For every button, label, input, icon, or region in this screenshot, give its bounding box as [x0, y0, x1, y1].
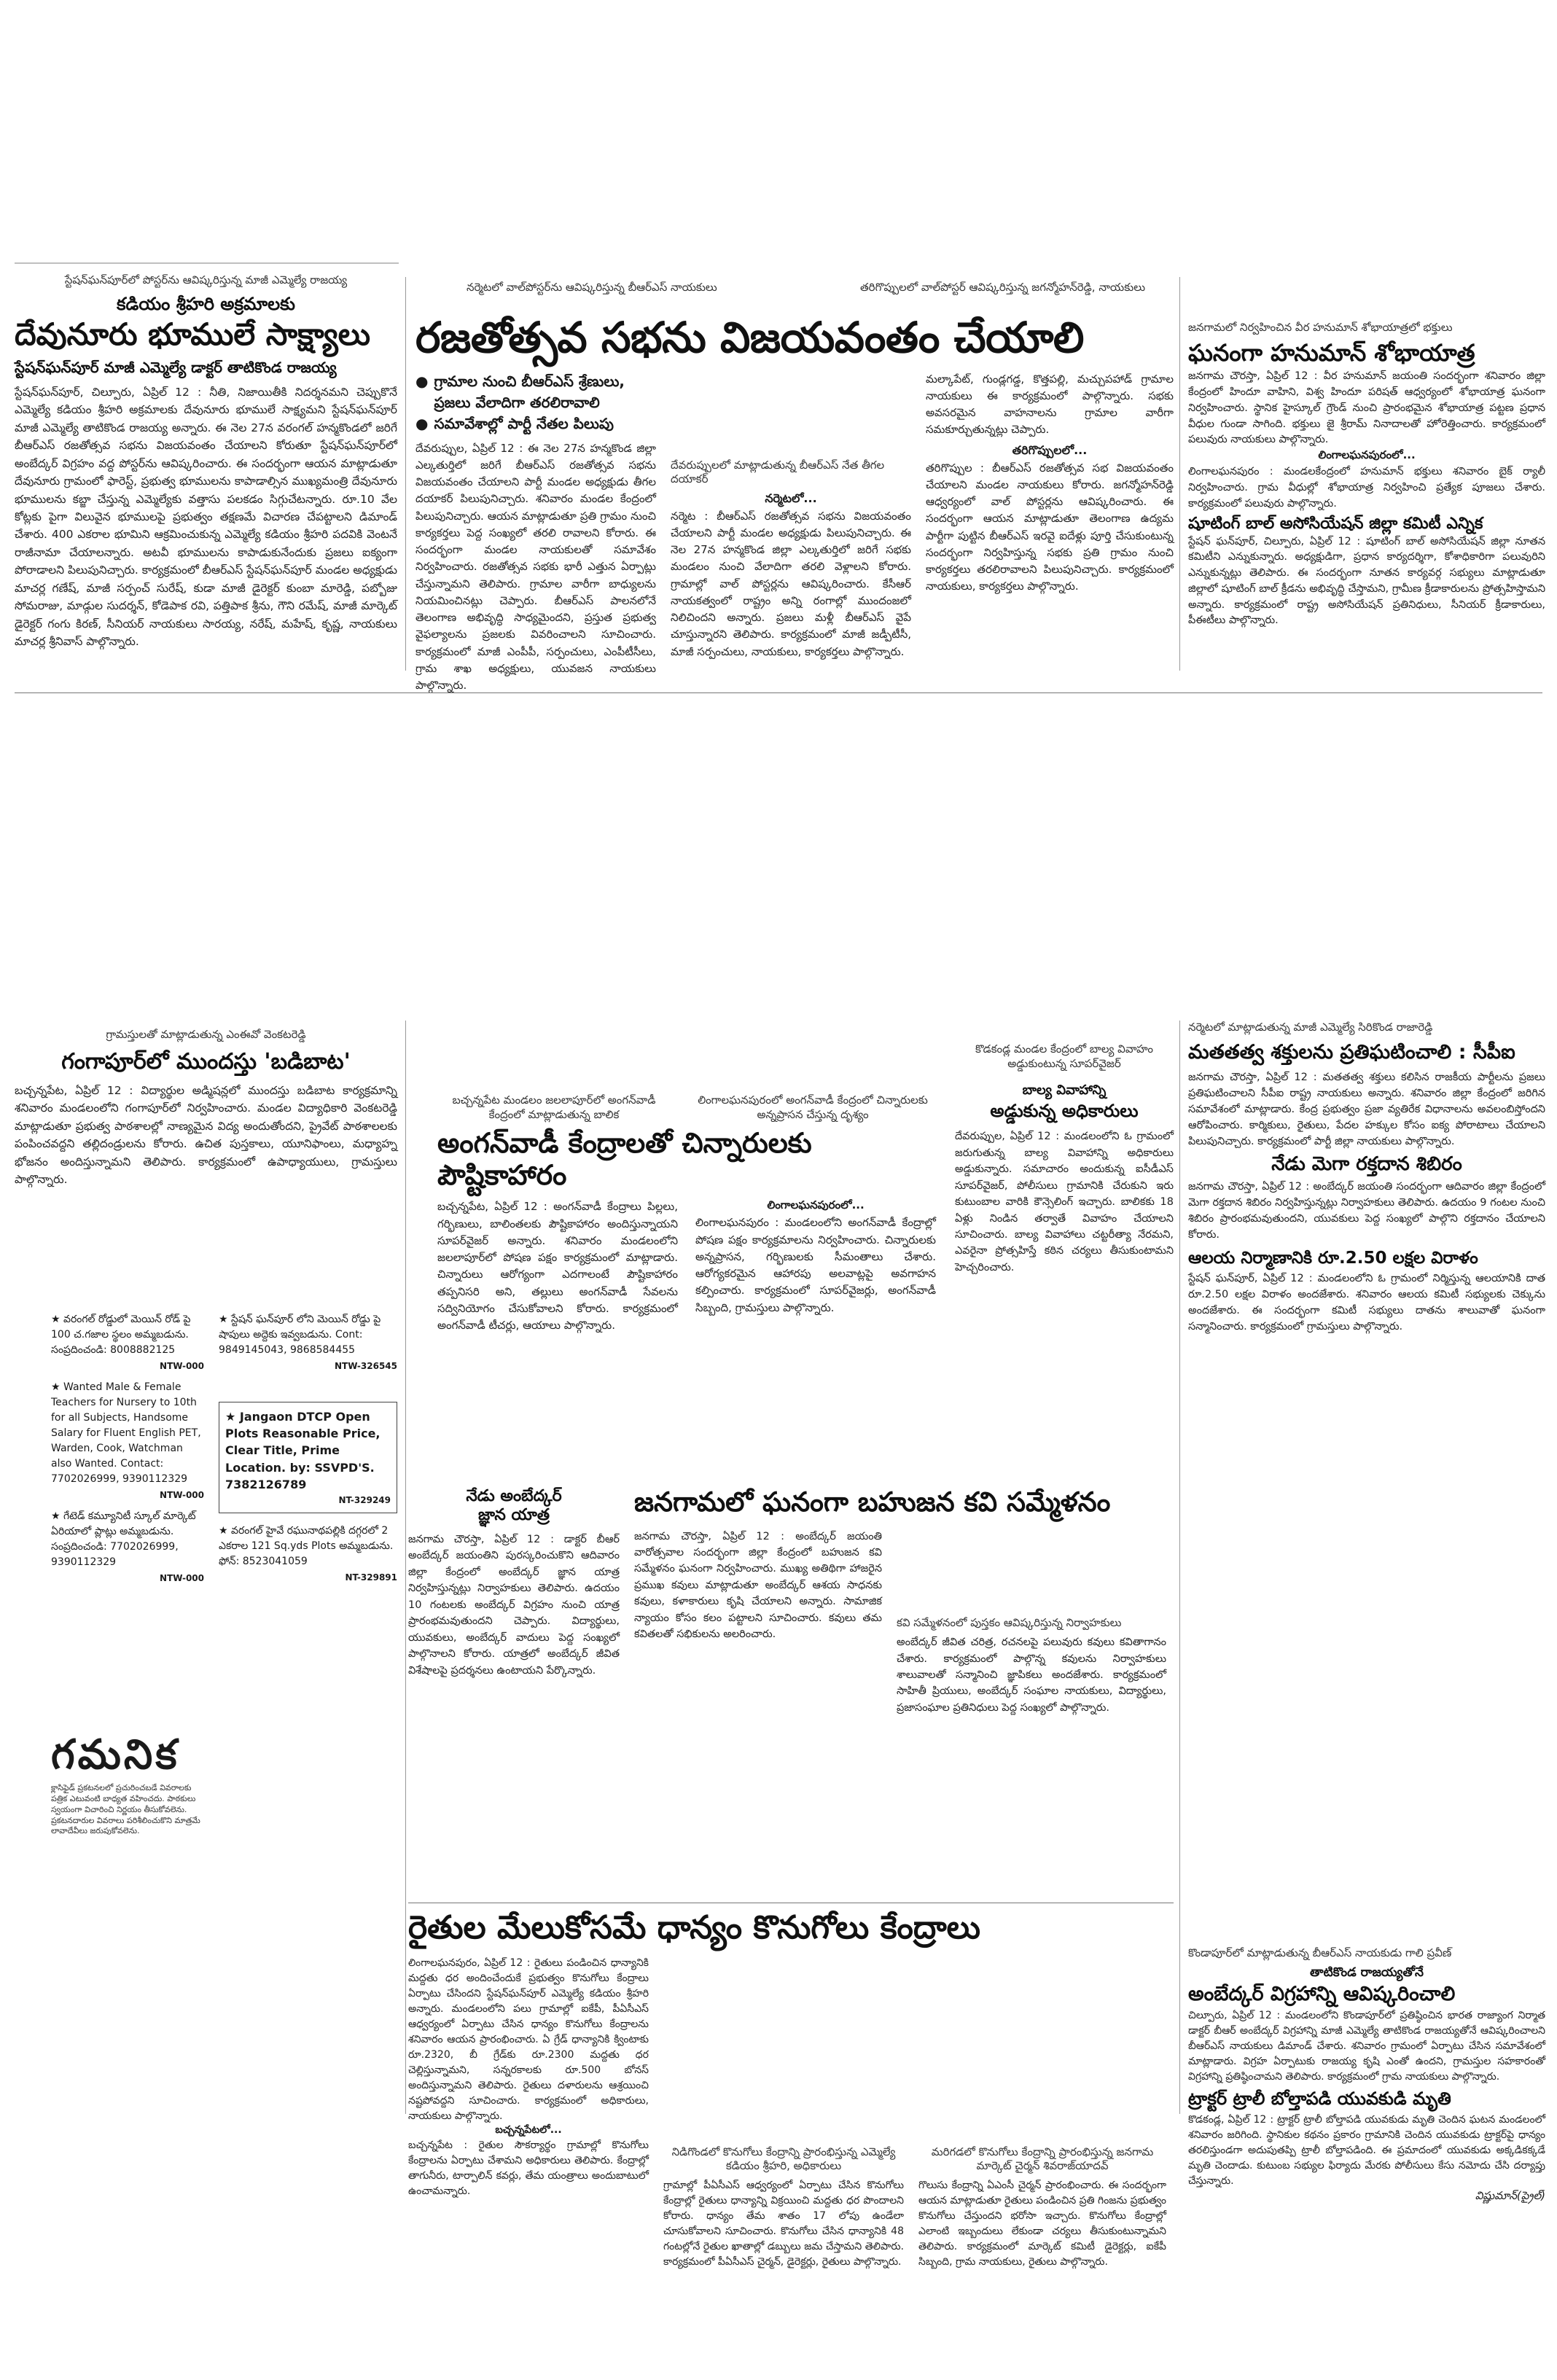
- photo-caption: దేవరుప్పులలో మాట్లాడుతున్న బీఆర్‌ఎస్ నేత తీగల దయాకర్: [671, 458, 885, 486]
- article-child-marriage: [955, 1042, 1174, 1480]
- article-body: గొలుసు కేంద్రాన్ని ఏఎంసీ చైర్మన్ ప్రారంభించారు. ఈ సందర్భంగా ఆయన మాట్లాడుతూ రైతులు పండించిన ప్రతి గింజను ప్రభుత్వం కొనుగోలు చేస్తుందని భరోసా ఇచ్చారు. కొనుగోలు కేంద్రాల్లో ఎలాంటి ఇబ్బందులు లేకుండా చర్యలు తీసుకుంటున్నామని తెలిపారు. కార్యక్రమంలో మార్కెట్ కమిటీ డైరెక్టర్లు, ఐకేపీ సిబ్బంది, గ్రామ నాయకులు, రైతులు పాల్గొన్నారు.: [918, 2179, 1166, 2268]
- column-rule: [405, 1021, 406, 2114]
- column-1: [415, 371, 656, 695]
- section-rule: [15, 692, 1542, 693]
- photo-caption: గ్రామస్తులతో మాట్లాడుతున్న ఎంఈవో వెంకటరెడ్డి: [106, 1028, 306, 1041]
- photo-caption: స్టేషన్‌ఘన్‌పూర్‌లో పోస్టర్‌ను ఆవిష్కరిస్తున్న మాజీ ఎమ్మెల్యే రాజయ్య: [64, 273, 348, 286]
- section-subhead: బచ్చన్నపేటలో...: [495, 2123, 562, 2136]
- column-2: [897, 1529, 1166, 1717]
- notice-title: గమనిక: [51, 1731, 180, 1779]
- article-headline: అంగన్‌వాడీ కేంద్రాలతో చిన్నారులకు పౌష్టికాహారం: [437, 1127, 812, 1191]
- article-headline: ఘనంగా హనుమాన్ శోభాయాత్ర: [1188, 338, 1475, 367]
- article-grain-procurement: [408, 1910, 1174, 2373]
- article-body: తరిగొప్పుల : బీఆర్‌ఎస్ రజతోత్సవ సభ విజయవంతం చేయాలని మండల నాయకులు కోరారు. జగన్మోహన్‌రెడ్డి ఆధ్వర్యంలో వాల్ పోస్టర్లను ఆవిష్కరించారు. ఈ సందర్భంగా ఆయన మాట్లాడుతూ తెలంగాణ ఉద్యమ పార్టీగా పుట్టిన బీఆర్‌ఎస్ ఇరవై ఐదేళ్లు పూర్తి చేసుకుంటున్న సందర్భంగా నిర్వహిస్తున్న సభకు ప్రతి గ్రామం నుంచి కార్యకర్తలు తరలిరావాలని పిలుపునిచ్చారు. కార్యక్రమంలో నాయకులు, కార్యకర్తలు పాల్గొన్నారు.: [926, 461, 1174, 593]
- article-body: బచ్చన్నపేట : రైతుల సౌకర్యార్థం గ్రామాల్లో కొనుగోలు కేంద్రాలను ఏర్పాటు చేశామని అధికారులు తెలిపారు. కేంద్రాల్లో తాగునీరు, టార్పాలిన్ కవర్లు, తేమ యంత్రాలు అందుబాటులో ఉంచామన్నారు.: [408, 2139, 649, 2197]
- article-headline-2: ట్రాక్టర్ ట్రాలీ బోల్తాపడి యువకుడి మృతి: [1188, 2088, 1451, 2109]
- section-subhead: నర్మెటలో...: [765, 491, 817, 505]
- article-body: గ్రామాల్లో పీఏసీఎస్ ఆధ్వర్యంలో ఏర్పాటు చేసిన కొనుగోలు కేంద్రాల్లో రైతులు ధాన్యాన్ని విక్రయించి మద్దతు ధర పొందాలని కోరారు. ధాన్యం తేమ శాతం 17 లోపు ఉండేలా చూసుకోవాలని సూచించారు. కొనుగోలు చేసిన ధాన్యానికి 48 గంటల్లోనే రైతుల ఖాతాల్లో డబ్బులు జమ చేస్తామని తెలిపారు. కార్యక్రమంలో పీఏసీఎస్ చైర్మన్, డైరెక్టర్లు, రైతులు పాల్గొన్నారు.: [663, 2179, 904, 2268]
- highlight-bullets: [415, 371, 656, 434]
- section-subhead: తరిగొప్పులలో...: [1012, 442, 1088, 457]
- article-devunuru: [15, 273, 397, 682]
- article-body: అంబేద్కర్ జీవిత చరిత్ర, రచనలపై పలువురు కవులు కవితాగానం చేశారు. కార్యక్రమంలో పాల్గొన్న కవులను నిర్వాహకులు శాలువాలతో సన్మానించి జ్ఞాపికలు అందజేశారు. కార్యక్రమంలో సాహితీ ప్రియులు, అంబేద్కర్ సంఘాల నాయకులు, విద్యార్థులు, ప్రజాసంఘాల ప్రతినిధులు పెద్ద సంఖ్యలో పాల్గొన్నారు.: [897, 1636, 1166, 1714]
- article-body: చిల్పూరు, ఏప్రిల్ 12 : మండలంలోని కొండాపూర్‌లో ప్రతిష్ఠించిన భారత రాజ్యాంగ నిర్మాత డాక్టర్ బీఆర్ అంబేద్కర్ విగ్రహాన్ని మాజీ ఎమ్మెల్యే తాటికొండ రాజయ్యతోనే ఆవిష్కరించాలని బీఆర్‌ఎస్ నాయకులు డిమాండ్ చేశారు. శనివారం గ్రామంలో ఏర్పాటు చేసిన సమావేశంలో మాట్లాడారు. విగ్రహ ఏర్పాటుకు రాజయ్య కృషి ఎంతో ఉందని, గ్రామస్తుల సహకారంతో విగ్రహాన్ని ప్రతిష్ఠించామని తెలిపారు. కార్యక్రమంలో గ్రామ నాయకులు పాల్గొన్నారు.: [1188, 2009, 1545, 2083]
- section-subhead: లింగాలఘనపురంలో...: [1318, 448, 1416, 462]
- photo-caption-tarigoppula: తరిగొప్పులలో వాల్‌పోస్టర్ ఆవిష్కరిస్తున్న జగన్మోహన్‌రెడ్డి, నాయకులు: [860, 281, 1146, 294]
- article-body: జనగామ చౌరస్తా, ఏప్రిల్ 12 : అంబేద్కర్ జయంతి సందర్భంగా ఆదివారం జిల్లా కేంద్రంలో మెగా రక్తదాన శిబిరం నిర్వహిస్తున్నట్లు నిర్వాహకులు తెలిపారు. ఉదయం 9 గంటల నుంచి శిబిరం ప్రారంభమవుతుందని, యువకులు పెద్ద సంఖ్యలో పాల్గొని రక్తదానం చేయాలని కోరారు.: [1188, 1180, 1545, 1241]
- article-body: మల్కాపేట్, గుండ్లగడ్డ, కొత్తపల్లి, మచ్చుపహాడ్ గ్రామాల నాయకులు ఈ కార్యక్రమంలో పాల్గొన్నారు. సభకు అవసరమైన వాహనాలను గ్రామాల వారీగా సమకూర్చుతున్నట్లు చెప్పారు.: [926, 372, 1174, 437]
- article-badibata: [15, 1028, 397, 1298]
- article-gnana-yatra: [408, 1487, 620, 1895]
- photo-caption: జనగామలో నిర్వహించిన వీర హనుమాన్ శోభాయాత్రలో భక్తులు: [1188, 321, 1453, 334]
- article-headline: రైతుల మేలుకోసమే ధాన్యం కొనుగోలు కేంద్రాలు: [408, 1909, 981, 1946]
- photo-caption: నర్మెటలో మాట్లాడుతున్న మాజీ ఎమ్మెల్యే సిరికొండ రాజారెడ్డి: [1188, 1021, 1433, 1034]
- article-headline-2: షూటింగ్ బాల్ అసోసియేషన్ జిల్లా కమిటీ ఎన్నిక: [1188, 515, 1483, 534]
- article-kicker: కడియం శ్రీహరి అక్రమాలకు: [117, 293, 295, 314]
- notice-text: క్లాసిఫైడ్ ప్రకటనలలో ప్రచురించబడే వివరాలకు పత్రిక ఎటువంటి బాధ్యత వహించదు. పాఠకులు స్వయంగా విచారించి నిర్ణయం తీసుకోవలెను. ప్రకటనదారుల వివరాలు పరిశీలించుకొని మాత్రమే లావాదేవీలు జరుపుకోవలెను.: [51, 1783, 200, 1836]
- photo-caption: నిడిగొండలో కొనుగోలు కేంద్రాన్ని ప్రారంభిస్తున్న ఎమ్మెల్యే కడియం శ్రీహరి, అధికారులు: [671, 2145, 896, 2173]
- article-body: బచ్చన్నపేట, ఏప్రిల్ 12 : అంగన్‌వాడీ కేంద్రాలు పిల్లలు, గర్భిణులు, బాలింతలకు పౌష్టికాహారం అందిస్తున్నాయని సూపర్‌వైజర్ అన్నారు. శనివారం మండలంలోని జలలాపూర్‌లో పోషణ పక్షం కార్యక్రమంలో మాట్లాడారు. చిన్నారులు ఆరోగ్యంగా ఎదగాలంటే పౌష్టికాహారం తప్పనిసరి అని, తల్లులు అంగన్‌వాడీ సేవలను సద్వినియోగం చేసుకోవాలని కోరారు. కార్యక్రమంలో అంగన్‌వాడీ టీచర్లు, ఆయాలు పాల్గొన్నారు.: [437, 1200, 678, 1333]
- classifieds-mid: [219, 1312, 397, 1720]
- article-body: జనగామ చౌరస్తా, ఏప్రిల్ 12 : అంబేద్కర్ జయంతి వారోత్సవాల సందర్భంగా జిల్లా కేంద్రంలో బహుజన కవి సమ్మేళనం ఘనంగా నిర్వహించారు. ముఖ్య అతిథిగా హాజరైన ప్రముఖ కవులు మాట్లాడుతూ అంబేద్కర్ ఆశయ సాధనకు కవులు, కళాకారులు కృషి చేయాలని అన్నారు. సామాజిక న్యాయం కోసం కలం పట్టాలని సూచించారు. కవులు తమ కవితలతో సభికులను అలరించారు.: [634, 1530, 882, 1641]
- article-kicker: తాటికొండ రాజయ్యతోనే: [1310, 1965, 1424, 1980]
- article-headline: అడ్డుకున్న అధికారులు: [990, 1100, 1139, 1121]
- article-rajatotsavam: [415, 313, 1174, 692]
- classifieds-left: [51, 1312, 204, 1720]
- article-headline-3: ఆలయ నిర్మాణానికి రూ.2.50 లక్షల విరాళం: [1188, 1248, 1478, 1268]
- article-body: దేవరుప్పుల, ఏప్రిల్ 12 : మండలంలోని ఓ గ్రామంలో జరుగుతున్న బాల్య వివాహాన్ని అధికారులు అడ్డుకున్నారు. సమాచారం అందుకున్న ఐసీడీఎస్ సూపర్‌వైజర్, పోలీసులు గ్రామానికి చేరుకుని ఇరు కుటుంబాల వారికి కౌన్సెలింగ్ ఇచ్చారు. బాలికకు 18 ఏళ్లు నిండిన తర్వాతే వివాహం చేయాలని సూచించారు. బాల్య వివాహాలు చట్టరీత్యా నేరమని, ఎవరైనా ప్రోత్సహిస్తే కఠిన చర్యలు తీసుకుంటామని హెచ్చరించారు.: [955, 1131, 1174, 1273]
- article-body: లింగాలఘనపురం : మండలకేంద్రంలో హనుమాన్ భక్తులు శనివారం బైక్ ర్యాలీ నిర్వహించారు. గ్రామ వీధుల్లో శోభాయాత్ర నిర్వహించి ప్రత్యేక పూజలు చేశారు. కార్యక్రమంలో పలువురు పాల్గొన్నారు.: [1188, 466, 1545, 510]
- article-body: జనగామ చౌరస్తా, ఏప్రిల్ 12 : వీర హనుమాన్ జయంతి సందర్భంగా శనివారం జిల్లా కేంద్రంలో హిందూ వాహిని, విశ్వ హిందూ పరిషత్ ఆధ్వర్యంలో శోభాయాత్ర ఘనంగా నిర్వహించారు. స్థానిక హైస్కూల్ గ్రౌండ్ నుంచి ప్రారంభమైన శోభాయాత్ర పట్టణ ప్రధాన వీధుల గుండా సాగింది. భక్తులు జై శ్రీరామ్ నినాదాలతో హోరెత్తించారు. కార్యక్రమంలో పలువురు నాయకులు పాల్గొన్నారు.: [1188, 370, 1545, 446]
- article-anganwadi: [437, 1093, 948, 1480]
- article-subhead: స్టేషన్‌ఘన్‌పూర్ మాజీ ఎమ్మెల్యే డాక్టర్ తాటికొండ రాజయ్య: [15, 358, 337, 376]
- article-body: బచ్చన్నపేట, ఏప్రిల్ 12 : విద్యార్థుల అడ్మిషన్లలో ముందస్తు బడిబాట కార్యక్రమాన్ని శనివారం మండలంలోని గంగాపూర్‌లో నిర్వహించారు. మండల విద్యాధికారి వెంకటరెడ్డి మాట్లాడుతూ ప్రభుత్వ పాఠశాలల్లో నాణ్యమైన విద్య అందుతోందని, ప్రైవేట్ పాఠశాలలకు పంపించవద్దని తల్లిదండ్రులను కోరారు. ఉచిత పుస్తకాలు, యూనిఫాంలు, మధ్యాహ్న భోజనం అందిస్తున్నామని తెలిపారు. కార్యక్రమంలో ఉపాధ్యాయులు, గ్రామస్తులు పాల్గొన్నారు.: [15, 1084, 397, 1187]
- column-rule: [1179, 1021, 1180, 2114]
- classified-ad: ★ వరంగల్ హైవే రఘునాథపల్లికి దగ్గరలో 2 ఎకరాల 121 Sq.yds Plots అమ్మబడును. ఫోన్: 8523041059 NT-329891: [219, 1525, 397, 1583]
- article-body: దేవరుప్పుల, ఏప్రిల్ 12 : ఈ నెల 27న హన్మకొండ జిల్లా ఎల్కతుర్తిలో జరిగే బీఆర్‌ఎస్ రజతోత్సవ సభను విజయవంతం చేయాలని పార్టీ మండల అధ్యక్షుడు తీగల దయాకర్ పిలుపునిచ్చారు. శనివారం మండల కేంద్రంలో పిలుపునిచ్చారు. ఆయన మాట్లాడుతూ ప్రతి గ్రామం నుంచి కార్యకర్తలు పెద్ద సంఖ్యలో తరలి రావాలని కోరారు. ఈ సందర్భంగా మండల నాయకులతో సమావేశం నిర్వహించారు. రజతోత్సవ సభకు భారీ ఎత్తున ఏర్పాట్లు చేస్తున్నామని తెలిపారు. గ్రామాల వారీగా బాధ్యులను నియమించినట్లు చెప్పారు. బీఆర్‌ఎస్ పాలనలోనే తెలంగాణ అభివృద్ధి సాధ్యమైందని, ప్రస్తుత ప్రభుత్వ వైఫల్యాలను ప్రజలకు వివరించాలని సూచించారు. కార్యక్రమంలో మాజీ ఎంపీపీ, సర్పంచులు, ఎంపీటీసీలు, గ్రామ శాఖ అధ్యక్షులు, యువజన నాయకులు పాల్గొన్నారు.: [415, 441, 656, 692]
- classified-ad: ★ Wanted Male & Female Teachers for Nursery to 10th for all Subjects, Handsome Salary for Fluent English PET, Warden, Cook, Watchman also Wanted. Contact: 7702026999, 9390112329 NTW-000: [51, 1381, 204, 1500]
- article-headline: మతతత్వ శక్తులను ప్రతిఘటించాలి : సీపీఐ: [1188, 1040, 1515, 1064]
- article-headline: రజతోత్సవ సభను విజయవంతం చేయాలి: [415, 313, 1084, 362]
- column-rule: [405, 277, 406, 671]
- notice-box: [51, 1731, 204, 1895]
- photo-credit: విష్ణుమాన్(ప్రైల్): [1475, 2188, 1545, 2202]
- article-body: స్టేషన్ ఘన్‌పూర్, చిల్పూరు, ఏప్రిల్ 12 : షూటింగ్ బాల్ అసోసియేషన్ జిల్లా నూతన కమిటీని ఎన్నుకున్నారు. అధ్యక్షుడిగా, ప్రధాన కార్యదర్శిగా, కోశాధికారిగా పలువురిని ఎన్నుకున్నట్లు తెలిపారు. ఈ సందర్భంగా నూతన కార్యవర్గ సభ్యులు మాట్లాడుతూ జిల్లాలో షూటింగ్ బాల్ క్రీడను అభివృద్ధి చేస్తామని, గ్రామీణ క్రీడాకారులను ప్రోత్సహిస్తామని అన్నారు. కార్యక్రమంలో రాష్ట్ర అసోసియేషన్ ప్రతినిధులు, సీనియర్ క్రీడాకారులు, పీఈటీలు పాల్గొన్నారు.: [1188, 535, 1545, 627]
- bullet-item: ● గ్రామాల నుంచి బీఆర్‌ఎస్ శ్రేణులు, ప్రజలు వేలాదిగా తరలిరావాలి: [415, 372, 625, 411]
- column-2: [663, 1956, 904, 2270]
- article-body: లింగాలఘనపురం, ఏప్రిల్ 12 : రైతులు పండించిన ధాన్యానికి మద్దతు ధర అందించేందుకే ప్రభుత్వం కొనుగోలు కేంద్రాలు ఏర్పాటు చేసిందని స్టేషన్‌ఘన్‌పూర్ ఎమ్మెల్యే కడియం శ్రీహరి అన్నారు. మండలంలోని పలు గ్రామాల్లో ఐకేపీ, పీఏసీఎస్ ఆధ్వర్యంలో ఏర్పాటు చేసిన ధాన్యం కొనుగోలు కేంద్రాలను శనివారం ఆయన ప్రారంభించారు. ఏ గ్రేడ్ ధాన్యానికి క్వింటాకు రూ.2320, బీ గ్రేడ్‌కు రూ.2300 మద్దతు ధర చెల్లిస్తున్నామని, సన్నరకాలకు రూ.500 బోనస్ అందిస్తున్నామని తెలిపారు. రైతులు దళారులను ఆశ్రయించి నష్టపోవద్దని సూచించారు. కార్యక్రమంలో అధికారులు, నాయకులు పాల్గొన్నారు.: [408, 1956, 649, 2122]
- column-2: [671, 371, 911, 695]
- classified-ad-boxed: ★ Jangaon DTCP Open Plots Reasonable Price, Clear Title, Prime Location. by: SSVPD'S. 7382126789 NT-329249: [219, 1402, 397, 1513]
- column-1: [408, 1956, 649, 2270]
- column-2: [695, 1198, 936, 1334]
- classified-ad: ★ స్టేషన్ ఘన్‌పూర్ లోని మెయిన్ రోడ్డు పై షాపులు అద్దెకు ఇవ్వబడును. Cont: 9849145043, 9868584455 NTW-326545: [219, 1314, 397, 1371]
- photo-caption: కొండాపూర్‌లో మాట్లాడుతున్న బీఆర్‌ఎస్ నాయకుడు గాలి ప్రవీణ్: [1188, 1946, 1452, 1959]
- article-kavi-sammelanam: [634, 1487, 1174, 1895]
- article-body: కొడకండ్ల, ఏప్రిల్ 12 : ట్రాక్టర్ ట్రాలీ బోల్తాపడి యువకుడు మృతి చెందిన ఘటన మండలంలో శనివారం జరిగింది. స్థానికుల కథనం ప్రకారం గ్రామానికి చెందిన యువకుడు ట్రాక్టర్‌పై ధాన్యం తరలిస్తుండగా అదుపుతప్పి ట్రాలీ బోల్తాపడింది. ఈ ప్రమాదంలో యువకుడు అక్కడికక్కడే మృతి చెందాడు. కుటుంబ సభ్యుల ఫిర్యాదు మేరకు పోలీసులు కేసు నమోదు చేసి దర్యాప్తు చేస్తున్నారు.: [1188, 2113, 1545, 2187]
- article-body: జనగామ చౌరస్తా, ఏప్రిల్ 12 : మతతత్వ శక్తులు కలిసిన రాజకీయ పార్టీలను ప్రజలు ప్రతిఘటించాలని సీపీఐ రాష్ట్ర నాయకులు అన్నారు. శనివారం జిల్లా కేంద్రంలో జరిగిన సమావేశంలో మాట్లాడారు. కేంద్ర ప్రభుత్వం ప్రజా వ్యతిరేక విధానాలను అవలంబిస్తోందని ఆరోపించారు. కార్మికులు, రైతులు, పేదల హక్కుల కోసం ఐక్య పోరాటాలు చేయాలని పిలుపునిచ్చారు. కార్యక్రమంలో పార్టీ జిల్లా నాయకులు పాల్గొన్నారు.: [1188, 1071, 1545, 1147]
- column-3: [926, 371, 1174, 695]
- article-headline: జనగామలో ఘనంగా బహుజన కవి సమ్మేళనం: [634, 1486, 1111, 1518]
- classified-ad: ★ వరంగల్ రోడ్డులో మెయిన్ రోడ్ పై 100 చ.గజాల స్థలం అమ్మబడును. సంప్రదించండి: 8008882125 NTW-000: [51, 1314, 204, 1371]
- article-kicker: బాల్య వివాహాన్ని: [1022, 1082, 1107, 1098]
- classified-ad: ★ గేటెడ్ కమ్యూనిటీ స్కూల్ మార్కెట్ ఏరియాలో ప్లాట్లు అమ్మబడును. సంప్రదించండి: 7702026999, 9390112329 NTW-000: [51, 1510, 204, 1583]
- article-body: స్టేషన్‌ఘన్‌పూర్, చిల్పూరు, ఏప్రిల్ 12 : నీతి, నిజాయితీకి నిదర్శనమని చెప్పుకొనే ఎమ్మెల్యే కడియం శ్రీహరి అక్రమాలకు దేవునూరు భూములే సాక్ష్యమని స్టేషన్‌ఘన్‌పూర్ మాజీ ఎమ్మెల్యే తాటికొండ రాజయ్య అన్నారు. ఈ నెల 27న వరంగల్ హన్మకొండలో జరిగే బీఆర్‌ఎస్ రజతోత్సవ సభను విజయవంతం చేయాలని కోరుతూ స్టేషన్‌ఘన్‌పూర్‌లో అంబేద్కర్ విగ్రహం వద్ద పోస్టర్‌ను ఆవిష్కరించారు. ఈ సందర్భంగా ఆయన మాట్లాడుతూ దేవునూరు గ్రామంలో ఫారెస్ట్, ప్రభుత్వ భూములను కాపాడాల్సిన ముఖ్యమంత్రి దేవునూరు భూములను కబ్జా చేస్తున్న ఎమ్మెల్యేకు వత్తాసు పలకడం సిగ్గుచేటన్నారు. రూ.10 వేల కోట్లకు పైగా విలువైన భూములపై ప్రభుత్వం తక్షణమే విచారణ చేపట్టాలని డిమాండ్ చేశారు. 400 ఎకరాల భూమిని ఆక్రమించుకున్న ఎమ్మెల్యే కడియం శ్రీహరి పదవికి వెంటనే రాజీనామా చేయాలన్నారు. అటవీ భూములను కాపాడుకునేందుకు ప్రజలు ఐక్యంగా పోరాడాలని పిలుపునిచ్చారు. కార్యక్రమంలో బీఆర్‌ఎస్ స్టేషన్‌ఘన్‌పూర్ మండల అధ్యక్షుడు మాచర్ల గణేష్, మాజీ సర్పంచ్ సురేష్, కుడా మాజీ డైరెక్టర్ కుం‌బా మారెడ్డి, పబ్బోజు సోమరాజు, మాడ్గుల సుదర్శన్, కోడెపాక రవి, పత్తిపాక శ్రీను, గౌని రమేష్, మాజీ మార్కెట్ డైరెక్టర్ గంగు కిరణ్, సీనియర్ నాయకులు సారయ్య, నరేష్, మహేష్, కృష్ణ, నాయకులు మాచర్ల శ్రీనివాస్ పాల్గొన్నారు.: [15, 385, 397, 649]
- article-headline: జ్ఞాన యాత్ర: [478, 1506, 550, 1525]
- article-body: జనగామ చౌరస్తా, ఏప్రిల్ 12 : డాక్టర్ బీఆర్ అంబేద్కర్ జయంతిని పురస్కరించుకొని ఆదివారం జిల్లా కేంద్రంలో అంబేద్కర్ జ్ఞాన యాత్ర నిర్వహిస్తున్నట్లు నిర్వాహకులు తెలిపారు. ఉదయం 10 గంటలకు అంబేద్కర్ విగ్రహం నుంచి యాత్ర ప్రారంభమవుతుందని చెప్పారు. విద్యార్థులు, యువకులు, అంబేద్కర్ వాదులు పెద్ద సంఖ్యలో పాల్గొనాలని కోరారు. యాత్రలో అంబేద్కర్ జీవిత విశేషాలపై ప్రదర్శనలు ఉంటాయని పేర్కొన్నారు.: [408, 1533, 620, 1677]
- photo-caption-right: లింగాలఘనపురంలో అంగన్‌వాడీ కేంద్రంలో చిన్నారులకు అన్నప్రాసన చేస్తున్న దృశ్యం: [698, 1093, 928, 1121]
- article-headline: అంబేద్కర్ విగ్రహాన్ని ఆవిష్కరించాలి: [1188, 1982, 1456, 2005]
- article-kicker: నేడు అంబేద్కర్: [466, 1487, 562, 1505]
- photo-caption-narmetta: నర్మెటలో వాల్‌పోస్టర్‌ను ఆవిష్కరిస్తున్న బీఆర్‌ఎస్ నాయకులు: [467, 281, 717, 294]
- photo-poster-release: [15, 262, 399, 264]
- article-ambedkar-statue: [1188, 1946, 1545, 2369]
- article-headline: దేవునూరు భూములే సాక్ష్యాలు: [15, 316, 371, 353]
- article-cpi: [1188, 1021, 1545, 1939]
- photo-caption: కొడకండ్ల మండల కేంద్రంలో బాల్య వివాహం అడ్డుకుంటున్న సూపర్‌వైజర్: [975, 1042, 1154, 1070]
- photo-caption-left: బచ్చన్నపేట మండలం జలలాపూర్‌లో అంగన్‌వాడీ కేంద్రంలో మాట్లాడుతున్న బాలిక: [452, 1093, 656, 1121]
- article-body: స్టేషన్ ఘన్‌పూర్, ఏప్రిల్ 12 : మండలంలోని ఓ గ్రామంలో నిర్మిస్తున్న ఆలయానికి దాత రూ.2.50 లక్షల విరాళం అందజేశారు. శనివారం ఆలయ కమిటీ సభ్యులకు చెక్కును అందజేశారు. ఈ సందర్భంగా కమిటీ సభ్యులు దాతను శాలువాతో ఘనంగా సన్మానించారు. కార్యక్రమంలో గ్రామస్తులు పాల్గొన్నారు.: [1188, 1273, 1545, 1333]
- article-headline: గంగాపూర్‌లో ముందస్తు 'బడిబాట': [61, 1048, 351, 1074]
- photo-caption: మరిగడలో కొనుగోలు కేంద్రాన్ని ప్రారంభిస్తున్న జనగామ మార్కెట్ చైర్మన్ శివరాజ్‌యాదవ్: [931, 2145, 1154, 2173]
- column-rule: [1179, 277, 1180, 671]
- article-body: నర్మెట : బీఆర్‌ఎస్ రజతోత్సవ సభను విజయవంతం చేయాలని పార్టీ మండల అధ్యక్షుడు పిలుపునిచ్చారు. ఈ నెల 27న హన్మకొండ జిల్లా ఎల్కతుర్తిలో జరిగే సభకు మండలం నుంచి వేలాదిగా తరలి వెళ్లాలని కోరారు. గ్రామాల్లో వాల్ పోస్టర్లను ఆవిష్కరించారు. కేసీఆర్ నాయకత్వంలో రాష్ట్రం అన్ని రంగాల్లో ముందంజలో నిలిచిందని అన్నారు. ప్రజలు మళ్లీ బీఆర్‌ఎస్ వైపే చూస్తున్నారని తెలిపారు. కార్యక్రమంలో మాజీ జడ్పీటీసీ, మాజీ సర్పంచులు, నాయకులు, కార్యకర్తలు పాల్గొన్నారు.: [671, 509, 911, 658]
- article-body: లింగాలఘనపురం : మండలంలోని అంగన్‌వాడీ కేంద్రాల్లో పోషణ పక్షం కార్యక్రమాలను నిర్వహించారు. చిన్నారులకు అన్నప్రాసన, గర్భిణులకు సీమంతాలు చేశారు. ఆరోగ్యకరమైన ఆహారపు అలవాట్లపై అవగాహన కల్పించారు. కార్యక్రమంలో సూపర్‌వైజర్లు, అంగన్‌వాడీ సిబ్బంది, గ్రామస్తులు పాల్గొన్నారు.: [695, 1216, 936, 1314]
- bullet-item: ● సమావేశాల్లో పార్టీ నేతల పిలుపు: [415, 414, 614, 432]
- column-3: [918, 1956, 1166, 2270]
- photo-caption: కవి సమ్మేళనంలో పుస్తకం ఆవిష్కరిస్తున్న నిర్వాహకులు: [897, 1615, 1122, 1629]
- article-hanuman: [1188, 321, 1545, 685]
- section-subhead: లింగాలఘనపురంలో...: [767, 1198, 865, 1212]
- article-headline-2: నేడు మెగా రక్తదాన శిబిరం: [1271, 1152, 1462, 1175]
